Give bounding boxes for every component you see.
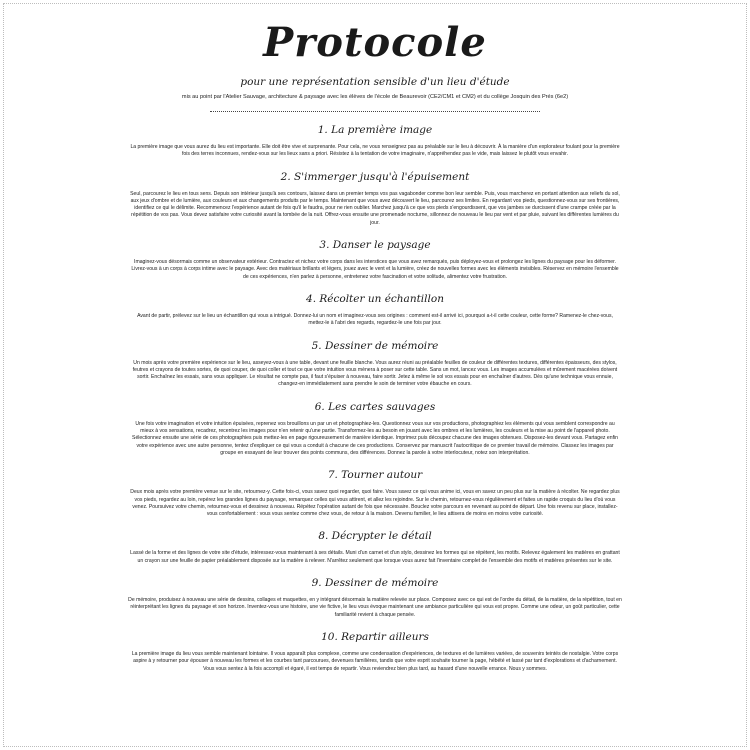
section-title: 9. Dessiner de mémoire <box>311 577 439 590</box>
section-title: 3. Danser le paysage <box>319 239 431 252</box>
section-text: Un mois après votre première expérience sur le lieu, asseyez-vous à une table, devant une feuille blanche. Vous aurez réuni au préalable feuilles de couleur de différentes textures, différentes épaisseurs, des stylos, feutres et crayons de toutes sortes, de quoi couper, de quoi coller et tout ce que votre intuition vous mènera à poser sur cette table. Sans un mot, lancez vous. Les images accumulées et mûrement macérées doivent sortir. Enchaînez les essais, sans vous appliquer. Le résultat ne compte pas, il faut s'épuiser à nouveau, faire sortir. Jetez à même le sol vos essais pour en enchaîner d'autres. Dès qu'une technique vous ennuie, changez-en immédiatement sans prendre le soin de terminer votre ébauche en cours. <box>132 359 618 388</box>
section-1 <box>128 124 622 159</box>
section-9 <box>128 577 622 619</box>
section-title: 6. Les cartes sauvages <box>314 400 436 413</box>
section-title: 7. Tourner autour <box>327 469 423 482</box>
section-text: Une fois votre imagination et votre intuition épuisées, reprenez vos brouillons un par un et photographiez-les. Questionnez vous sur vos productions, photographiez les éléments qui vous semblent correspondre au mieux à vos sensations, recadrez, recentrez les images pour n'en retenir qu'une partie. Transformez-les au besoin en jouant avec les ombres et les lumières, les couleurs et la mise au point de l'appareil photo. Sélectionnez ensuite une série de ces photographies puis mettez-les en page rigoureusement de manière identique. Imprimez puis découpez chacune des images obtenues. Disposez-les devant vous. Partagez enfin votre expérience avec une autre personne, tentez d'expliquer ce qui vous a conduit à chacune de ces productions. Conservez par manuscrit l'autocritique de ce premier travail de mémoire. Classez les images par groupe en essayant de leur trouver des points communs, des différences. Donnez la parole à votre interlocuteur, notez son interprétation. <box>132 420 618 456</box>
section-7 <box>128 469 622 518</box>
section-10 <box>128 631 622 673</box>
section-text: Imaginez-vous désormais comme un observateur extérieur. Contractez et nichez votre corps dans les interstices que vous avez remarqués, puis déployez-vous et prolongez les lignes du paysage pour les déformer. Livrez-vous à un corps à corps intime avec le paysage. Avec des matériaux brillants et légers, jouez avec le vent et la lumière, créez de nouvelles formes avec les éléments invisibles. Réservez en mémoire l'ensemble de ces expériences, n'en parlez à personne, entretenez votre fascination et votre solitude, alimentez votre frustration. <box>131 259 619 280</box>
section-text: La première image que vous aurez du lieu est importante. Elle doit être vive et surprenante. Pour cela, ne vous renseignez pas au préalable sur le lieu à découvrir. À la manière d'un explorateur foulant pour la première fois des terres inconnues, rendez-vous sur les lieux sans a priori. Résistez à la tentation de votre imaginaire, n'appréhendez pas le vide, mais laissez le plutôt vous envahir. <box>130 144 620 158</box>
dotted-divider <box>210 111 540 112</box>
section-title: 5. Dessiner de mémoire <box>311 339 439 352</box>
section-4 <box>128 293 622 328</box>
section-6 <box>128 401 622 457</box>
section-text: Seul, parcourez le lieu en tous sens. Depuis son intérieur jusqu'à ses contours, laissez dans un premier temps vos pas vagabonder comme bon leur semble. Puis, vous marcherez en portant attention aux reliefs du sol, aux jeux d'ombre et de lumière, aux couleurs et aux changements produits par le temps. Maintenant que vous avez découvert le lieu, parcourez ses limites. En regardant vos pieds, questionnez-vous sur ses frontières, identifiez ce qui le délimite. Recommencez l'expérience autant de fois qu'il le faudra, pour ne rien oublier. Marchez jusqu'à ce que vos pieds s'engourdissent, que vos jambes se durcissent d'une crampe créée par la répétition de vos pas. Vous devez satisfaire votre curiosité avant la tombée de la nuit. Offrez-vous ensuite une promenade nocturne, sillonnez de nouveau le lieu par vent et par pluie, suivant les différentes lumières du jour. <box>130 190 620 226</box>
section-text: Lassé de la forme et des lignes de votre site d'étude, intéressez-vous maintenant à ses détails. Muni d'un carnet et d'un stylo, dessinez les formes qui se répètent, les motifs. Relevez également les matières en grattant un crayon sur une feuille de papier préalablement disposée sur la matière à relever. N'arrêtez seulement que lorsque vous aurez fait l'inventaire complet de l'ensemble des motifs et matières présentes sur le site. <box>130 550 620 564</box>
section-title: 2. S'immerger jusqu'à l'épuisement <box>280 170 470 183</box>
section-title: 8. Décrypter le détail <box>318 530 432 543</box>
section-text: De mémoire, produisez à nouveau une série de dessins, collages et maquettes, en y intégrant désormais la matière relevée sur place. Composez avec ce qui est de l'ordre du détail, de la matière, de la répétition, tout en réinterprétant les lignes du paysage et son horizon. Inventez-vous une histoire, une vie fictive, le lieu vous évoque maintenant une ambiance particulière qui vous est propre. Comme une odeur, un goût particulier, cette familiarité revient à chaque pensée. <box>128 597 622 618</box>
section-text: La première image du lieu vous semble maintenant lointaine. Il vous apparaît plus complexe, comme une condensation d'expériences, de textures et de lumières variées, de souvenirs teintés de nostalgie. Votre corps aspire à y retourner pour épouser à nouveau les formes et les courbes tant parcourues, devenues familières, tandis que votre esprit souhaite tourner la page, hébété et lassé par tant d'explorations et d'acharnement. Vous vous sentez à la fois accompli et égaré, il est temps de repartir. Vous reviendrez bien plus tard, au hasard d'une nouvelle errance. Nous y sommes. <box>131 650 619 672</box>
document-title: Protocole <box>263 19 487 66</box>
section-title: 1. La première image <box>317 124 433 136</box>
document-subtitle: pour une représentation sensible d'un lieu d'étude <box>240 76 510 88</box>
section-text: Avant de partir, prélevez sur le lieu un échantillon qui vous a intrigué. Donnez-lui un nom et imaginez-vous ses origines : comment est-il arrivé ici, pourquoi a-t-il cette couleur, cette forme? Ramenez-le chez-vous, mettez-le à l'abri des regards, regardez-le une fois par jour. <box>137 312 613 327</box>
section-5 <box>128 340 622 389</box>
section-text: Deux mois après votre première venue sur le site, retournez-y. Cette fois-ci, vous savez quoi regarder, quoi faire. Vous savez ce qui vous anime ici, vous en savez un peu plus sur la matière à récolter. Ne regardez plus vos pieds, regardez au loin, repérez les grandes lignes du paysage, remarquez celles qui vous attirent, et allez les rejoindre. Sur le chemin, retournez-vous régulièrement et faites un rapide croquis du lieu d'où vous venez. Poursuivez votre chemin, retournez-vous et dessinez à nouveau. Répétez l'opération autant de fois que nécessaire. Bouclez votre parcours en revenant au point de départ. Une fois revenu sur place, installez-vous confortablement : vous vous sentez comme chez vous, de retour à la maison. Devenu familier, le lieu attisera de moins en moins votre curiosité. <box>130 489 620 518</box>
section-title: 10. Repartir ailleurs <box>321 630 429 643</box>
section-8 <box>128 530 622 565</box>
section-3 <box>128 239 622 281</box>
document-credits: mis au point par l'Atelier Sauvage, architecture & paysage avec les élèves de l'école de Beaurevoir (CE2/CM1 et CM2) et du collège Josquin des Prés (6e2) <box>181 94 569 100</box>
section-title: 4. Récolter un échantillon <box>306 292 444 305</box>
section-2 <box>128 171 622 227</box>
